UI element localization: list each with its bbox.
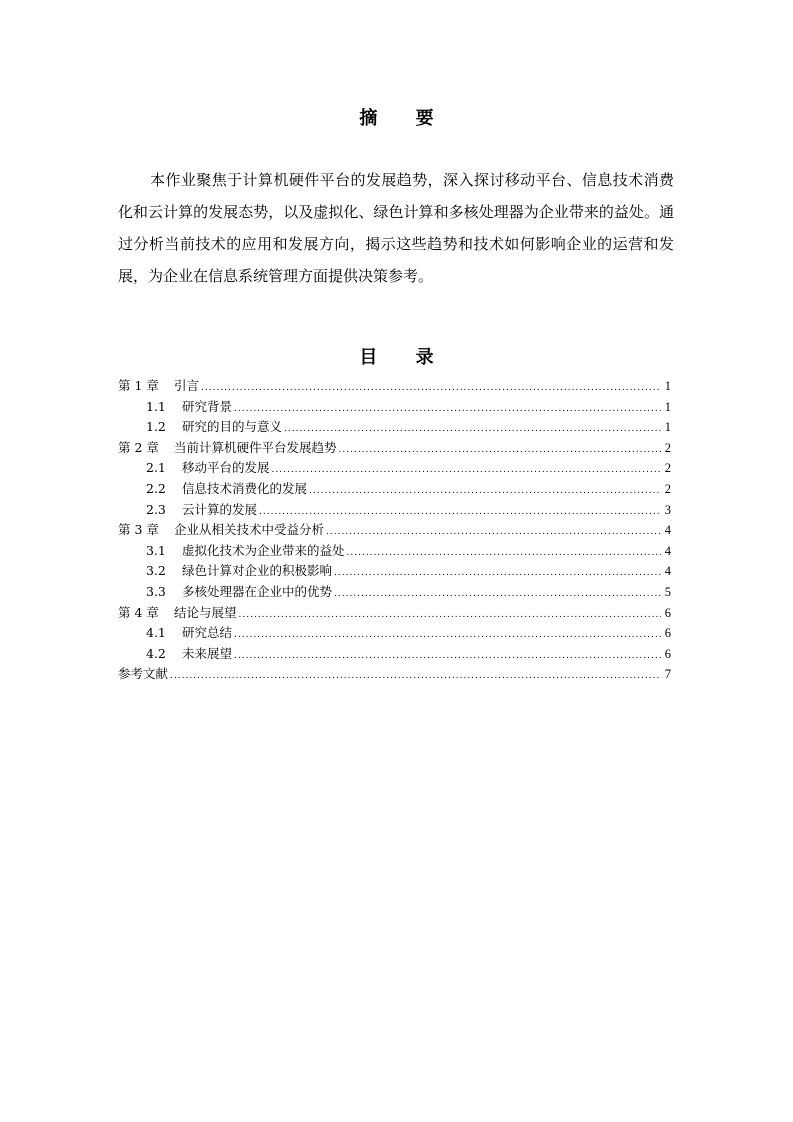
toc-leader-dots [201, 378, 661, 399]
toc-leader-dots [334, 584, 661, 605]
toc-leader-dots [326, 522, 661, 543]
toc-entry-2-2[interactable] [118, 479, 671, 500]
toc-leader-dots [170, 666, 661, 687]
toc-entry-page: 6 [664, 626, 671, 641]
toc-entry-number: 4.2 [146, 645, 166, 661]
toc-entry-page: 6 [664, 605, 671, 620]
toc-entry-label: 多核处理器在企业中的优势 [182, 583, 333, 599]
toc-leader-dots [234, 646, 661, 667]
toc-leader-dots [334, 563, 661, 584]
toc-entry-label: 研究的目的与意义 [182, 419, 283, 435]
toc-entry-1-2[interactable] [118, 417, 671, 438]
toc-entry-number: 3.1 [146, 542, 166, 558]
toc-entry-page: 1 [664, 420, 671, 435]
toc-entry-label: 研究背景 [182, 398, 233, 414]
toc-entry-page: 5 [664, 584, 671, 599]
toc-entry-4-2[interactable] [118, 644, 671, 665]
toc-leader-dots [234, 625, 661, 646]
toc-entry-page: 1 [664, 379, 671, 393]
toc-entry-number: 第 3 章 [118, 522, 159, 538]
toc-leader-dots [339, 440, 661, 461]
toc-entry-label: 参考文献 [118, 666, 169, 682]
toc-entry-label: 企业从相关技术中受益分析 [174, 522, 325, 538]
toc-entry-page: 2 [664, 481, 671, 496]
toc-leader-dots [259, 502, 661, 523]
toc-entry-number: 1.1 [146, 398, 166, 414]
abstract-title: 摘 要 [359, 108, 450, 129]
toc-entry-label: 未来展望 [182, 645, 233, 661]
toc-entry-label: 虚拟化技术为企业带来的益处 [182, 542, 345, 558]
toc-entry-4-1[interactable] [118, 623, 671, 644]
toc-entry-number: 第 4 章 [118, 604, 159, 620]
toc-entry-label: 结论与展望 [174, 604, 237, 620]
toc-entry-number: 第 2 章 [118, 439, 159, 455]
toc-entry-3-2[interactable] [118, 561, 671, 582]
toc-entry-chapter-4[interactable] [118, 603, 671, 624]
toc-leader-dots [272, 460, 661, 481]
toc-entry-number: 1.2 [146, 419, 166, 435]
toc-entry-number: 3.2 [146, 563, 166, 579]
toc-entry-page: 1 [664, 399, 671, 414]
toc-leader-dots [309, 481, 661, 502]
toc-entry-number: 2.1 [146, 460, 166, 476]
toc-entry-label: 移动平台的发展 [182, 460, 270, 476]
toc-leader-dots [284, 419, 661, 440]
toc-title: 目 录 [359, 347, 450, 368]
toc-leader-dots [347, 543, 661, 564]
toc-entry-page: 4 [664, 523, 671, 538]
abstract-body: 本作业聚焦于计算机硬件平台的发展趋势，深入探讨移动平台、信息技术消费化和云计算的发展态势，以及虚拟化、绿色计算和多核处理器为企业带来的益处。通过分析当前技术的应用和发展方向，揭示这些趋势和技术如何影响企业的运营和发展，为企业在信息系统管理方面提供决策参考。 [118, 171, 674, 285]
toc-entry-chapter-1[interactable] [118, 376, 671, 397]
toc-entry-2-1[interactable] [118, 458, 671, 479]
toc-entry-number: 2.2 [146, 480, 166, 496]
toc-leader-dots [234, 399, 661, 420]
toc-entry-chapter-3[interactable] [118, 520, 671, 541]
toc-entry-3-1[interactable] [118, 541, 671, 562]
toc-entry-number: 2.3 [146, 501, 166, 517]
toc-entry-label: 引言 [174, 378, 200, 393]
toc-entry-number: 4.1 [146, 625, 166, 641]
toc-entry-references[interactable] [118, 664, 671, 685]
toc-entry-label: 当前计算机硬件平台发展趋势 [174, 439, 337, 455]
toc-entry-2-3[interactable] [118, 500, 671, 521]
toc-entry-1-1[interactable] [118, 397, 671, 418]
table-of-contents [118, 376, 671, 685]
toc-entry-page: 6 [664, 646, 671, 661]
toc-entry-page: 2 [664, 440, 671, 455]
toc-entry-number: 3.3 [146, 583, 166, 599]
toc-entry-page: 7 [664, 667, 671, 682]
toc-entry-page: 4 [664, 543, 671, 558]
toc-entry-3-3[interactable] [118, 582, 671, 603]
toc-entry-number: 第 1 章 [118, 378, 159, 393]
toc-entry-label: 研究总结 [182, 625, 233, 641]
toc-entry-label: 云计算的发展 [182, 501, 258, 517]
toc-leader-dots [239, 605, 661, 626]
toc-entry-label: 绿色计算对企业的积极影响 [182, 563, 333, 579]
toc-entry-chapter-2[interactable] [118, 438, 671, 459]
toc-entry-page: 3 [664, 502, 671, 517]
toc-entry-page: 4 [664, 564, 671, 579]
toc-entry-label: 信息技术消费化的发展 [182, 480, 308, 496]
toc-entry-page: 2 [664, 461, 671, 476]
